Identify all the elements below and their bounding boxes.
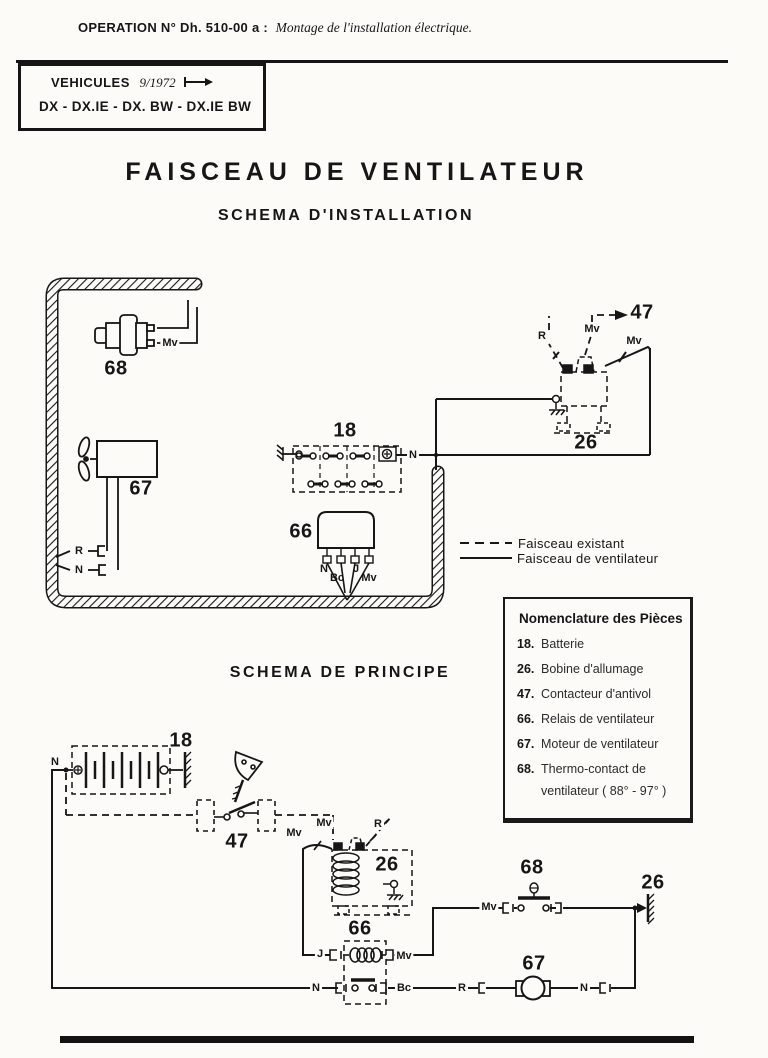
fan-harness-wires	[396, 348, 650, 470]
part-number-66-sch: 66	[348, 917, 372, 940]
part-number-26: 26	[574, 431, 598, 454]
nomenclature-box	[503, 597, 693, 823]
page-bottom-rule	[60, 1036, 694, 1043]
legend-fan-label: Faisceau de ventilateur	[517, 551, 659, 566]
part-number-47: 47	[630, 301, 654, 324]
wire-label-r-motor: R	[75, 544, 83, 557]
wire-label-j-relay: J	[316, 947, 324, 960]
thermo-contact-68-schematic	[503, 883, 654, 924]
from-date-arrow-icon	[183, 76, 213, 88]
part-number-47-sch: 47	[225, 830, 249, 853]
page-title: FAISCEAU DE VENTILATEUR	[125, 158, 589, 186]
fan-motor-67	[56, 436, 157, 575]
relay-pin-label-mv: Mv	[361, 571, 377, 584]
wire-label-mv-switch: Mv	[481, 900, 497, 913]
part-number-67-sch: 67	[522, 952, 546, 975]
relay-pin-label-j: J	[352, 562, 360, 575]
part-number-26-terminal: 26	[641, 871, 665, 894]
relay-pin-label-bc: Bc	[329, 571, 345, 584]
wire-label-mv-thermo: Mv	[162, 336, 178, 349]
relay-pin-label-n: N	[320, 562, 328, 575]
legend-lines	[460, 543, 512, 558]
nomenclature-title: Nomenclature des Pièces	[519, 611, 683, 626]
nomenclature-item: 67. Moteur de ventilateur	[517, 737, 659, 751]
wire-label-mv-solid-sch: Mv	[286, 826, 302, 839]
part-number-18-sch: 18	[169, 729, 193, 752]
wire-label-mv-dashed-sch: Mv	[316, 816, 332, 829]
nomenclature-item-continuation: ventilateur ( 88° - 97° )	[541, 784, 667, 798]
battery-18-schematic	[52, 746, 338, 988]
operation-header	[78, 20, 472, 36]
wire-label-n-relay: N	[312, 981, 320, 994]
nomenclature-item: 26. Bobine d'allumage	[517, 662, 644, 676]
vehicles-date: 9/1972	[139, 75, 176, 90]
part-number-66: 66	[289, 520, 313, 543]
wire-label-mv-relay: Mv	[396, 949, 412, 962]
operation-number: OPERATION N° Dh. 510-00 a :	[78, 20, 269, 35]
part-number-67: 67	[129, 477, 153, 500]
part-number-68-sch: 68	[520, 856, 544, 879]
wire-label-bc-relay: Bc	[396, 981, 412, 994]
part-number-26-sch: 26	[375, 853, 399, 876]
vehicles-models: DX - DX.IE - DX. BW - DX.IE BW	[39, 99, 252, 114]
wire-label-n-motor: N	[75, 563, 83, 576]
wire-label-r-coil-sch: R	[374, 817, 382, 830]
wire-label-n-battery-sch: N	[51, 755, 59, 768]
nomenclature-item: 47. Contacteur d'antivol	[517, 687, 652, 701]
nomenclature-item: 68. Thermo-contact de	[517, 762, 646, 776]
nomenclature-item: 18. Batterie	[517, 637, 585, 651]
wire-label-mv-solid: Mv	[626, 334, 642, 347]
nomenclature-item: 66. Relais de ventilateur	[517, 712, 655, 726]
part-number-68: 68	[104, 357, 128, 380]
vehicles-label: VEHICULES	[51, 75, 130, 90]
operation-subject: Montage de l'installation électrique.	[275, 20, 473, 35]
fan-relay-66	[318, 512, 374, 600]
part-number-18: 18	[333, 419, 357, 442]
vehicles-box	[18, 63, 266, 131]
battery-18	[277, 445, 401, 492]
legend-existing-label: Faisceau existant	[518, 536, 625, 551]
ignition-switch-47	[197, 752, 333, 840]
wire-label-mv-to-47: Mv	[584, 322, 600, 335]
wire-label-n-motor-sch: N	[580, 981, 588, 994]
installation-title: SCHEMA D'INSTALLATION	[218, 207, 474, 224]
thermo-contact-68	[95, 300, 197, 355]
principle-title: SCHEMA DE PRINCIPE	[229, 664, 451, 681]
wire-label-n-battery: N	[409, 448, 417, 461]
wire-label-r-wire: R	[458, 981, 466, 994]
wire-label-r-coil: R	[538, 329, 546, 342]
